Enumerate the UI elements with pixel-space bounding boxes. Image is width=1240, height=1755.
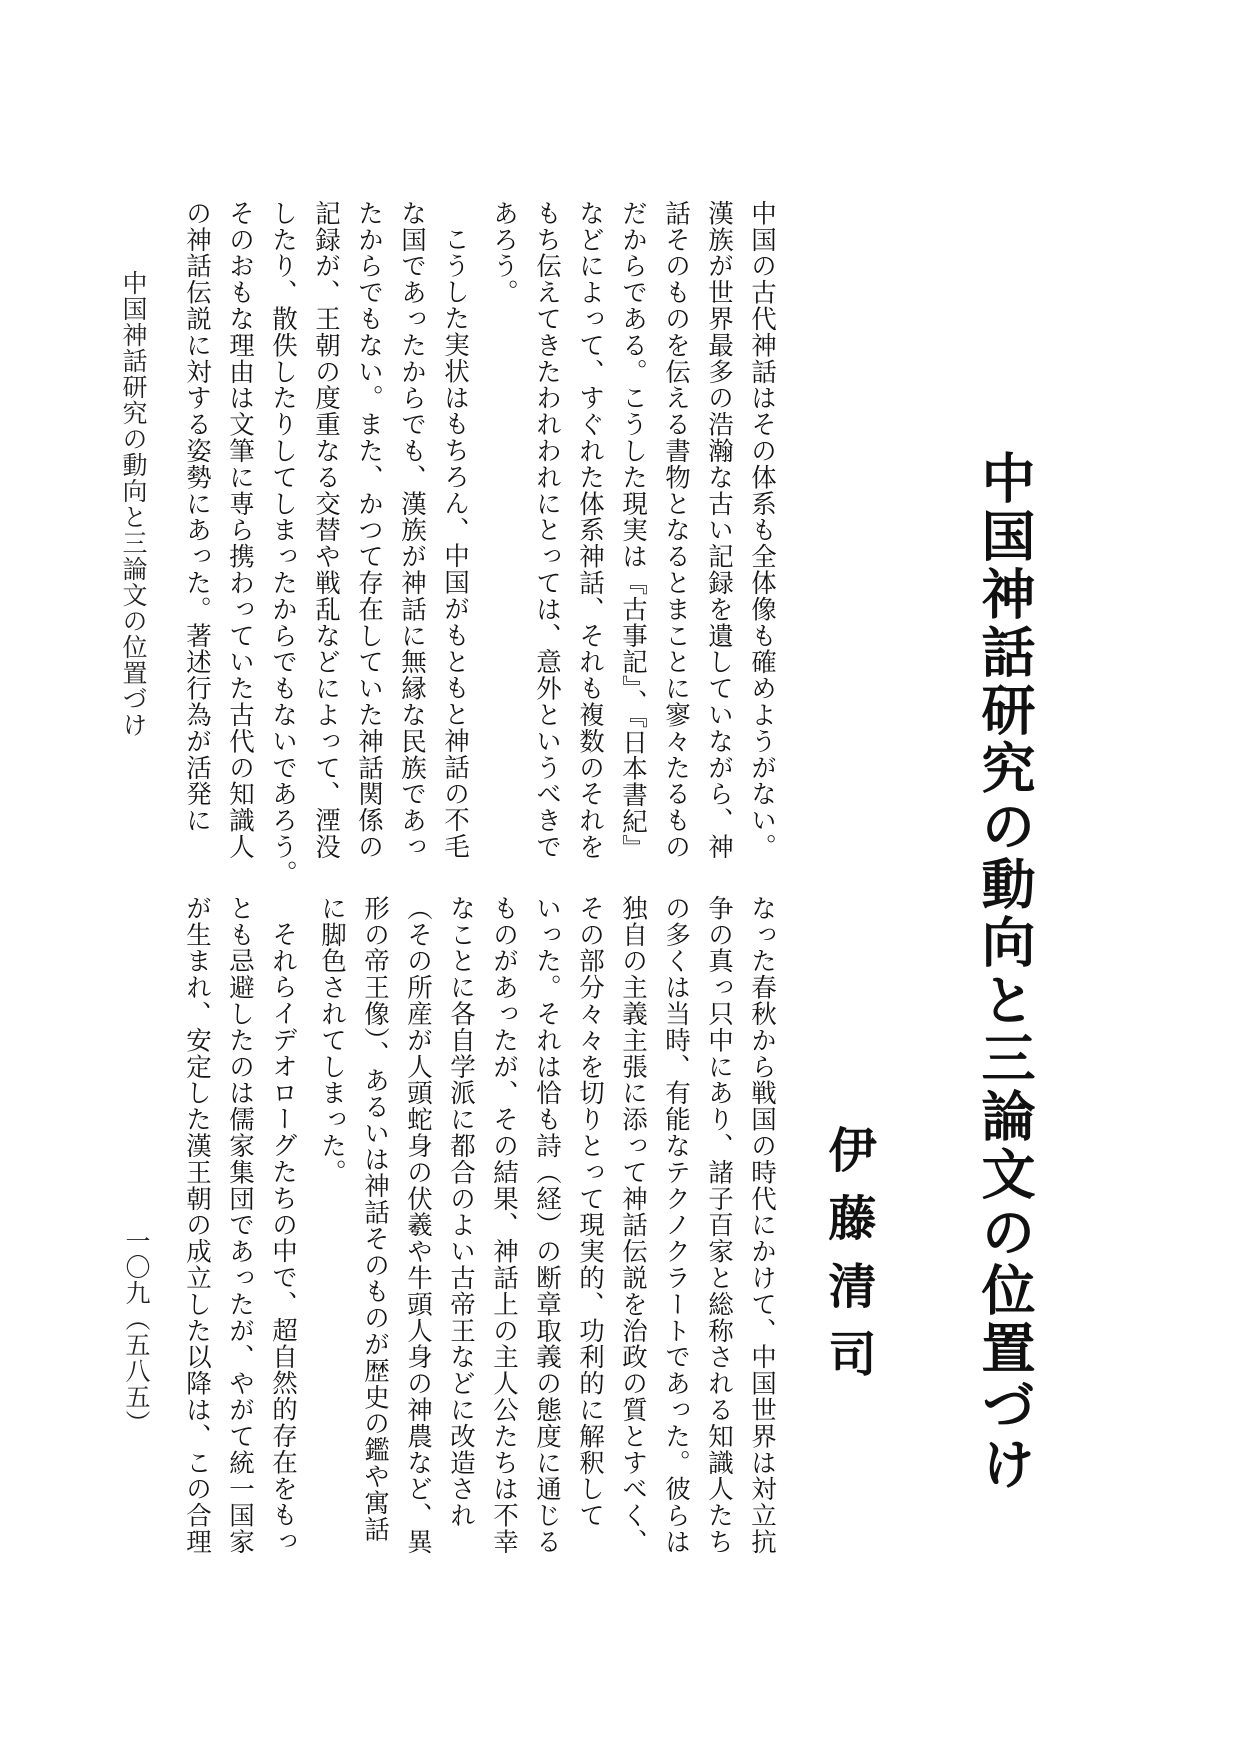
text-column: あろう。 [489, 200, 519, 306]
text-column: それらイデオローグたちの中で、超自然的存在をもっ [268, 921, 298, 1555]
article-title: 中国神話研究の動向と三論文の位置づけ [973, 450, 1037, 1494]
text-column: の神話伝説に対する姿勢にあった。著述行為が活発に [182, 200, 212, 834]
text-column: の多くは当時、有能なテクノクラートであった。彼らは [661, 895, 691, 1555]
text-column: なった春秋から戦国の時代にかけて、中国世界は対立抗 [747, 895, 777, 1555]
text-column: だからである。こうした現実は『古事記』、『日本書紀』 [618, 200, 648, 861]
text-column: （その所産が人頭蛇身の伏羲や牛頭人身の神農など、異 [403, 895, 433, 1555]
text-column: もち伝えてきたわれわれにとっては、意外というべきで [532, 200, 562, 860]
text-column: 話そのものを伝える書物となるとまことに寥々たるもの [661, 200, 691, 860]
text-column: 形の帝王像）、あるいは神話そのものが歴史の鑑や寓話 [360, 895, 390, 1543]
page-number: 一〇九（五八五） [122, 1228, 151, 1436]
text-column: なことに各自学派に都合のよい古帝王などに改造され [446, 895, 476, 1529]
text-column: などによって、すぐれた体系神話、それも複数のそれを [575, 200, 605, 860]
text-column: な国であったからでも、漢族が神話に無縁な民族であっ [397, 200, 427, 860]
text-column: とも忌避したのは儒家集団であったが、やがて統一国家 [225, 895, 255, 1555]
text-column: いった。それは恰も詩（経）の断章取義の態度に通じる [532, 895, 562, 1555]
text-column: その部分々々を切りとって現実的、功利的に解釈して [575, 895, 605, 1529]
text-column: 記録が、王朝の度重なる交替や戦乱などによって、湮没 [311, 200, 341, 860]
text-column: したり、散佚したりしてしまったからでもないであろう。 [268, 200, 298, 887]
running-head: 中国神話研究の動向と三論文の位置づけ [119, 270, 148, 738]
text-column: 独自の主義主張に添って神話伝説を治政の質とすべく、 [618, 895, 648, 1555]
text-column: 中国の古代神話はその体系も全体像も確めようがない。 [747, 200, 777, 860]
text-column: 漢族が世界最多の浩瀚な古い記録を遺していながら、神 [704, 200, 734, 860]
text-column: に脚色されてしまった。 [317, 895, 347, 1186]
author-name: 伊藤清司 [820, 1125, 876, 1397]
text-column: こうした実状はもちろん、中国がもともと神話の不毛 [440, 226, 470, 860]
text-column: が生まれ、安定した漢王朝の成立した以降は、この合理 [182, 895, 212, 1555]
text-column: 争の真っ只中にあり、諸子百家と総称される知識人たち [704, 895, 734, 1555]
text-column: たからでもない。また、かつて存在していた神話関係の [354, 200, 384, 860]
text-column: そのおもな理由は文筆に専ら携わっていた古代の知識人 [225, 200, 255, 860]
text-column: ものがあったが、その結果、神話上の主人公たちは不幸 [489, 895, 519, 1555]
